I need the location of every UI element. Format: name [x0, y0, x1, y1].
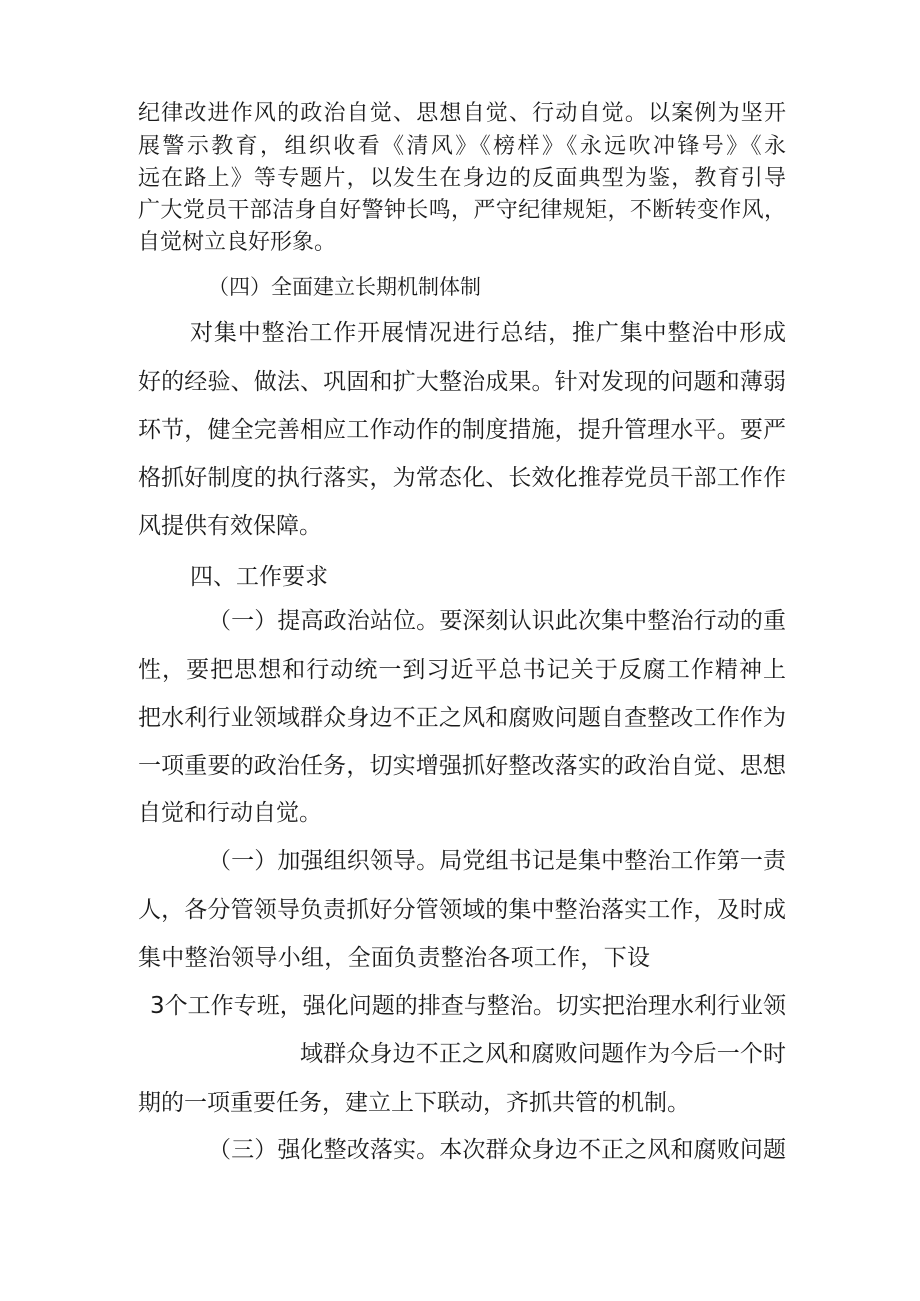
text-line: 环节，健全完善相应工作动作的制度措施，提升管理水平。要严 — [138, 417, 786, 443]
text-line: 3个工作专班，强化问题的排查与整治。切实把治理水利行业领 — [150, 993, 786, 1019]
text-line: 人，各分管领导负责抓好分管领域的集中整治落实工作，及时成 — [138, 897, 786, 923]
text-line: 集中整治领导小组，全面负责整治各项工作，下设 — [138, 945, 650, 971]
text-line: （一）提高政治站位。要深刻认识此次集中整治行动的重 — [208, 608, 786, 634]
text-line: （一）加强组织领导。局党组书记是集中整治工作第一责 — [208, 848, 786, 874]
text-line: 格抓好制度的执行落实，为常态化、长效化推荐党员干部工作作 — [138, 465, 786, 491]
text-line: 纪律改进作风的政治自觉、思想自觉、行动自觉。以案例为坚开 — [138, 101, 786, 126]
text-line: 自觉和行动自觉。 — [138, 800, 322, 826]
text-line: 把水利行业领域群众身边不正之风和腐败问题自查整改工作作为 — [138, 705, 786, 731]
text-line: 一项重要的政治任务，切实增强抓好整改落实的政治自觉、思想 — [138, 753, 786, 779]
text-line: （三）强化整改落实。本次群众身边不正之风和腐败问题 — [208, 1137, 786, 1163]
text-line: 性，要把思想和行动统一到习近平总书记关于反腐工作精神上 — [138, 657, 786, 683]
text-line: 对集中整治工作开展情况进行总结，推广集中整治中形成 — [190, 320, 786, 346]
text-line: 广大党员干部洁身自好警钟长鸣，严守纪律规矩，不断转变作风， — [138, 198, 786, 223]
text-line: 风提供有效保障。 — [138, 513, 322, 539]
text-line: 展警示教育，组织收看《清风》《榜样》《永远吹冲锋号》《永 — [138, 134, 786, 159]
text-line: 远在路上》等专题片，以发生在身边的反面典型为鉴，教育引导 — [138, 166, 786, 191]
text-line: 好的经验、做法、巩固和扩大整治成果。针对发现的问题和薄弱 — [138, 369, 786, 395]
text-line: 期的一项重要任务，建立上下联动，齐抓共管的机制。 — [138, 1090, 690, 1116]
text-line: 域群众身边不正之风和腐败问题作为今后一个时 — [300, 1041, 786, 1067]
subheading-four: （四）全面建立长期机制体制 — [208, 275, 481, 299]
text-line: 自觉树立良好形象。 — [138, 230, 337, 255]
section-heading: 四、工作要求 — [190, 564, 328, 590]
